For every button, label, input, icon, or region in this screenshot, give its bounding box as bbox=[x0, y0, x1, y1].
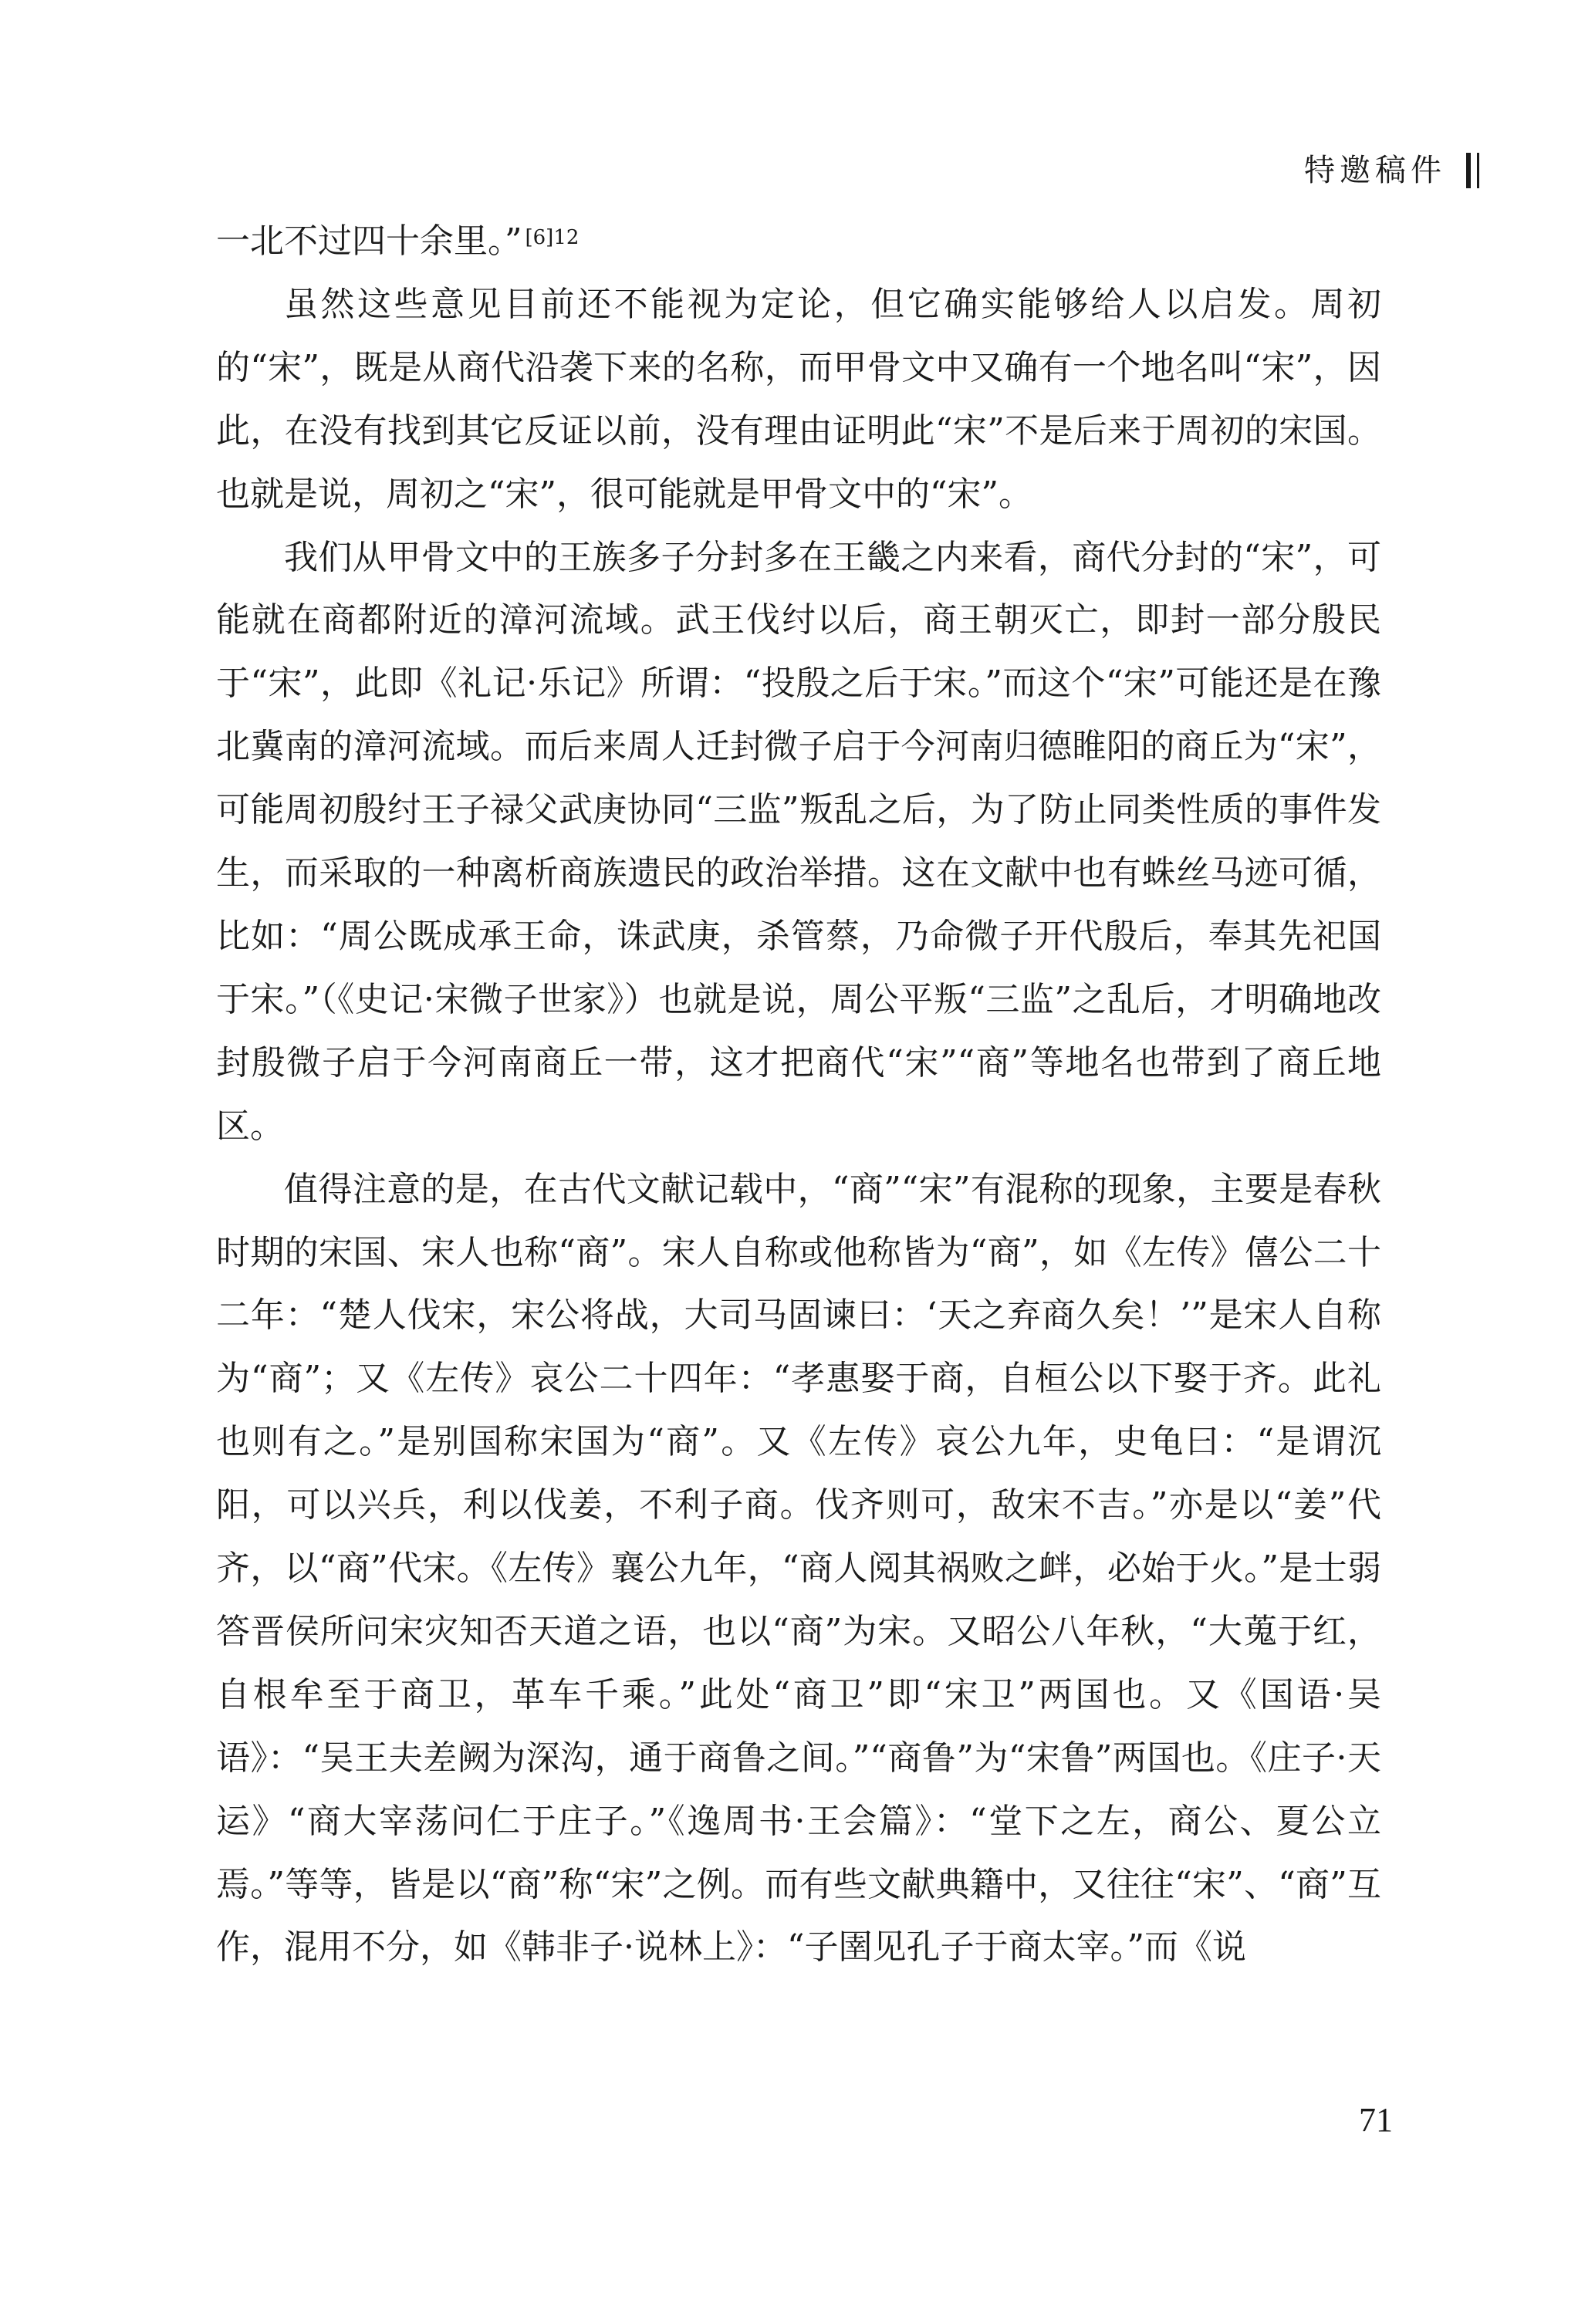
paragraph: 值得注意的是，在古代文献记载中，“商”“宋”有混称的现象，主要是春秋时期的宋国、宋人也称“商”。宋人自称或他称皆为“商”，如《左传》僖公二十二年：“楚人伐宋，宋公将战，大司马固谏曰：‘天之弃商久矣！’”是宋人自称为“商”；又《左传》哀公二十四年：“孝惠娶于商，自桓公以下娶于齐。此礼也则有之。”是别国称宋国为“商”。又《左传》哀公九年，史龟曰：“是谓沉阳，可以兴兵，利以伐姜，不利子商。伐齐则可，敌宋不吉。”亦是以“姜”代齐，以“商”代宋。《左传》襄公九年，“商人阅其祸败之衅，必始于火。”是士弱答晋侯所问宋灾知否天道之语，也以“商”为宋。又昭公八年秋，“大蒐于红，自根牟至于商卫，革车千乘。”此处“商卫”即“宋卫”两国也。又《国语·吴语》：“吴王夫差阙为深沟，通于商鲁之间。”“商鲁”为“宋鲁”两国也。《庄子·天运》“商大宰荡问仁于庄子。”《逸周书·王会篇》：“堂下之左，商公、夏公立焉。”等等，皆是以“商”称“宋”之例。而有些文献典籍中，又往往“宋”、“商”互作，混用不分，如《韩非子·说林上》：“子圉见孔子于商太宰。”而《说 bbox=[216, 1169, 1381, 1968]
footnote-reference: [6]12 bbox=[525, 226, 580, 249]
paragraph: 我们从甲骨文中的王族多子分封多在王畿之内来看，商代分封的“宋”，可能就在商都附近的漳河流域。武王伐纣以后，商王朝灭亡，即封一部分殷民于“宋”，此即《礼记·乐记》所谓：“投殷之后于宋。”而这个“宋”可能还是在豫北冀南的漳河流域。而后来周人迁封微子启于今河南归德睢阳的商丘为“宋”，可能周初殷纣王子禄父武庚协同“三监”叛乱之后，为了防止同类性质的事件发生，而采取的一种离析商族遗民的政治举措。这在文献中也有蛛丝马迹可循，比如：“周公既成承王命，诛武庚，杀管蔡，乃命微子开代殷后，奉其先祀国于宋。”（《史记·宋微子世家》）也就是说，周公平叛“三监”之乱后，才明确地改封殷微子启于今河南商丘一带，这才把商代“宋”“商”等地名也带到了商丘地区。 bbox=[216, 537, 1381, 1146]
body-text bbox=[216, 210, 1381, 1979]
section-title: 特邀稿件 bbox=[1304, 153, 1446, 188]
paragraph: 虽然这些意见目前还不能视为定论，但它确实能够给人以启发。周初的“宋”，既是从商代沿袭下来的名称，而甲骨文中又确有一个地名叫“宋”，因此，在没有找到其它反证以前，没有理由证明此“宋”不是后来于周初的宋国。也就是说，周初之“宋”，很可能就是甲骨文中的“宋”。 bbox=[216, 284, 1381, 514]
page-number: 71 bbox=[1359, 2101, 1393, 2139]
double-bar-ornament bbox=[1466, 153, 1479, 188]
paragraph-continuation: 一北不过四十余里。” $^{[6]12}$ bbox=[216, 221, 580, 261]
running-head bbox=[1304, 153, 1479, 188]
